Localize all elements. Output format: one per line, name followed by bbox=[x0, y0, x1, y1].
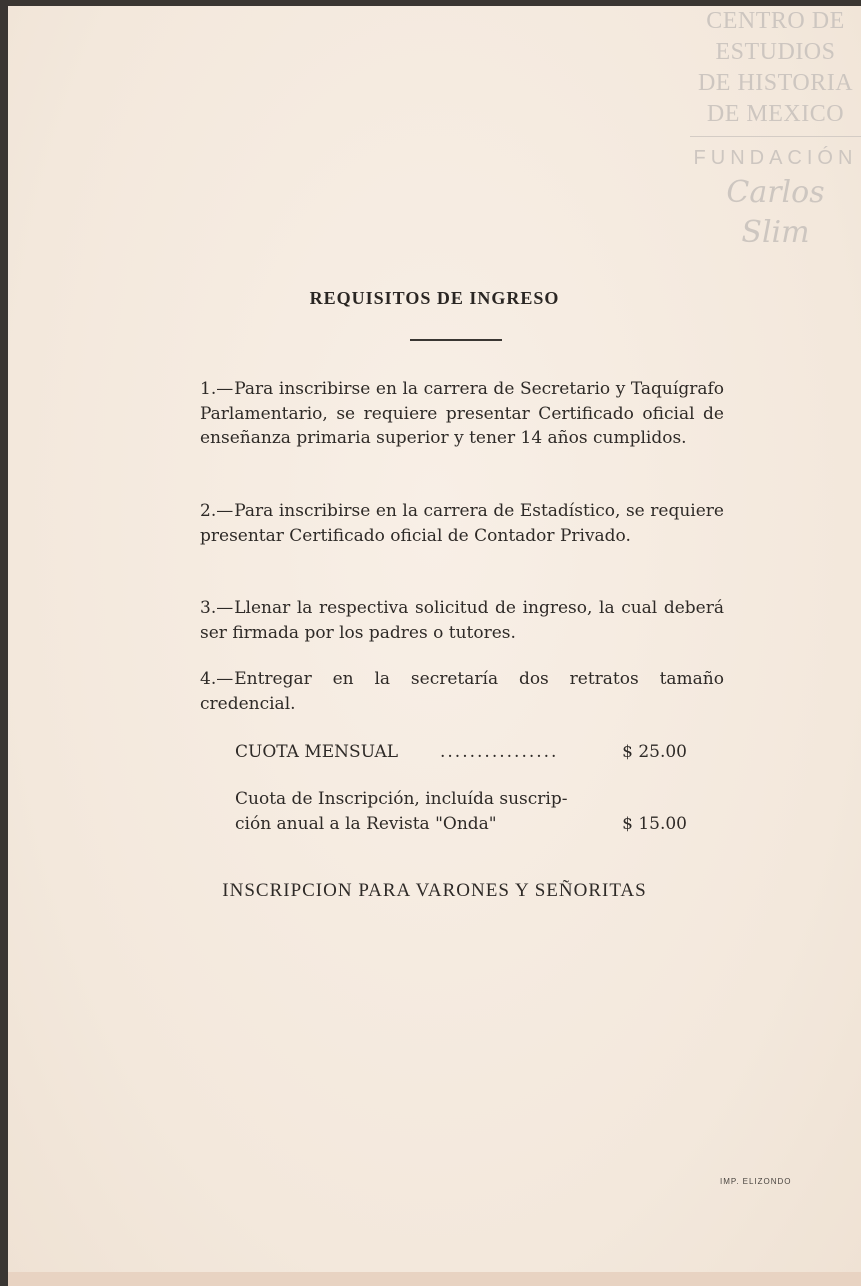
requirement-number: 4.— bbox=[200, 669, 234, 689]
archive-watermark bbox=[690, 6, 861, 253]
page-bottom-edge bbox=[8, 1272, 861, 1286]
requirement-number: 2.— bbox=[200, 501, 234, 521]
requirement-text: Llenar la respectiva solicitud de ingreso, la cual deberá ser firmada por los padres o tutores. bbox=[200, 598, 724, 643]
requirement-item-2 bbox=[200, 499, 724, 548]
registration-fee-label-line1: Cuota de Inscripción, incluída suscrip- bbox=[235, 789, 568, 809]
registration-fee-label-line2: ción anual a la Revista "Onda" bbox=[235, 813, 497, 834]
monthly-fee-row bbox=[235, 740, 687, 766]
watermark-line-2: ESTUDIOS bbox=[715, 39, 836, 65]
requirement-item-3 bbox=[200, 596, 724, 645]
requirement-number: 1.— bbox=[200, 379, 234, 399]
watermark-line-3: DE HISTORIA bbox=[697, 70, 854, 96]
title-divider bbox=[410, 339, 502, 341]
requirement-text: Para inscribirse en la carrera de Secretario y Taquígrafo Parlamentario, se requiere presentar Certificado oficial de enseñanza primaria superior y tener 14 años cumplidos. bbox=[200, 379, 724, 448]
watermark-signature: Carlos Slim bbox=[726, 175, 825, 250]
printer-imprint: IMP. ELIZONDO bbox=[720, 1177, 792, 1186]
watermark-foundation: FUNDACIÓN bbox=[693, 147, 858, 169]
requirement-number: 3.— bbox=[200, 598, 234, 618]
enrollment-note: INSCRIPCION PARA VARONES Y SEÑORITAS bbox=[222, 880, 647, 901]
requirement-text: Para inscribirse en la carrera de Estadístico, se requiere presentar Certificado oficial de Contador Privado. bbox=[200, 501, 724, 546]
document-page bbox=[8, 6, 861, 1286]
page-title: REQUISITOS DE INGRESO bbox=[309, 288, 560, 308]
requirement-item-1 bbox=[200, 377, 724, 451]
monthly-fee-amount: $ 25.00 bbox=[622, 742, 687, 762]
registration-fee-row bbox=[235, 787, 687, 837]
requirement-item-4 bbox=[200, 667, 724, 716]
requirement-text: Entregar en la secretaría dos retratos tamaño credencial. bbox=[200, 669, 724, 714]
watermark-divider bbox=[690, 136, 861, 137]
leader-dots: ................ bbox=[440, 742, 559, 762]
monthly-fee-label: CUOTA MENSUAL bbox=[235, 742, 399, 762]
registration-fee-amount: $ 15.00 bbox=[622, 813, 687, 834]
watermark-line-1: CENTRO DE bbox=[706, 8, 845, 34]
watermark-line-4: DE MEXICO bbox=[706, 101, 845, 127]
